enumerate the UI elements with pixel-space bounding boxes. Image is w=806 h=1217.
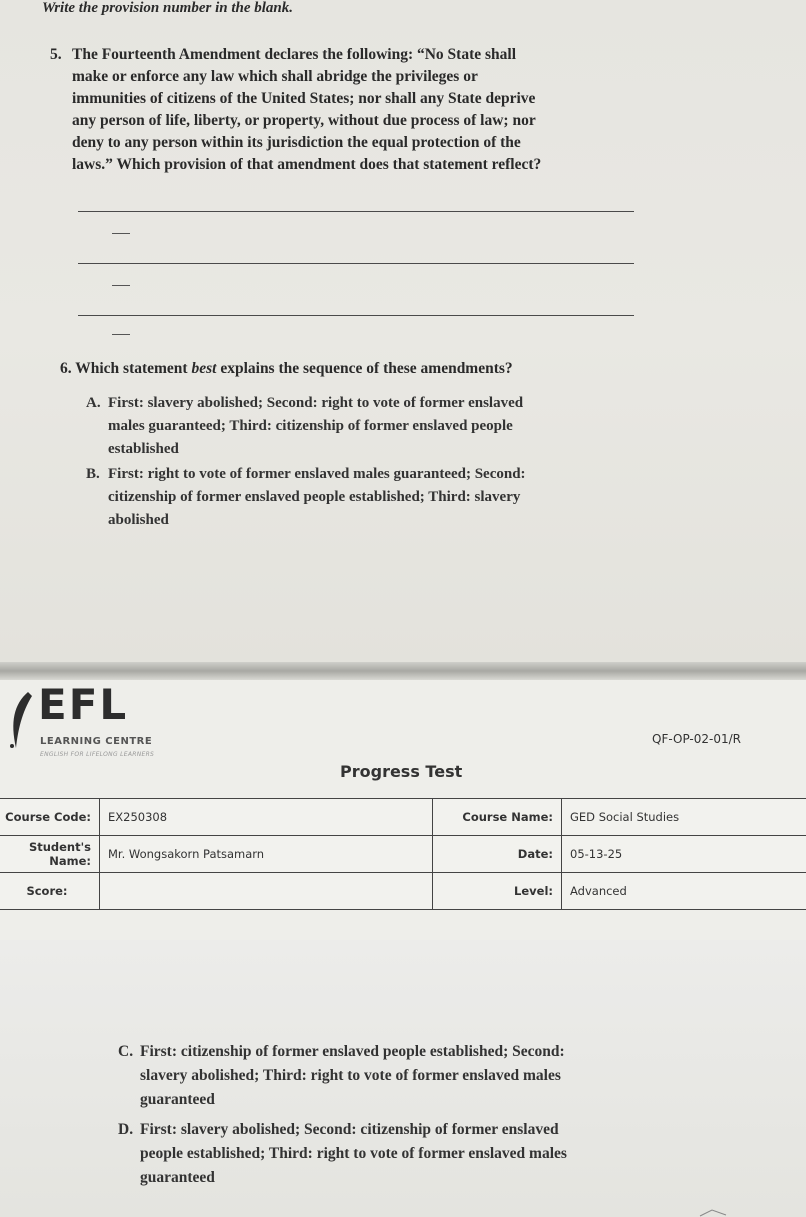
option-c-letter: C. bbox=[118, 1043, 134, 1060]
logo-tagline: ENGLISH FOR LIFELONG LEARNERS bbox=[40, 751, 155, 758]
date-value: 05-13-25 bbox=[562, 836, 806, 873]
question-5-line: any person of life, liberty, or property, without due process of law; nor bbox=[72, 112, 536, 129]
option-d[interactable] bbox=[118, 1118, 758, 1190]
score-value[interactable] bbox=[100, 873, 433, 910]
question-6-prompt-emphasis: best bbox=[191, 360, 217, 377]
option-b-line: First: right to vote of former enslaved males guaranteed; Second: bbox=[108, 466, 526, 482]
instruction-text: Write the provision number in the blank. bbox=[42, 0, 294, 16]
table-row bbox=[0, 799, 806, 836]
level-value: Advanced bbox=[562, 873, 806, 910]
question-6 bbox=[60, 358, 660, 380]
option-d-line: people established; Third: right to vote of former enslaved males bbox=[140, 1145, 567, 1162]
option-b[interactable] bbox=[86, 463, 706, 532]
logo-efl-text: EFL bbox=[38, 680, 129, 729]
option-a-letter: A. bbox=[86, 395, 101, 411]
question-6-number: 6. bbox=[60, 360, 72, 377]
option-a-line: First: slavery abolished; Second: right to vote of former enslaved bbox=[108, 395, 524, 411]
option-c-line: First: citizenship of former enslaved people established; Second: bbox=[140, 1043, 565, 1060]
option-a[interactable] bbox=[86, 392, 706, 461]
course-code-label: Course Code: bbox=[0, 799, 100, 836]
option-c-line: slavery abolished; Third: right to vote of former enslaved males bbox=[140, 1067, 561, 1084]
level-label: Level: bbox=[433, 873, 562, 910]
blank-mark-3 bbox=[112, 334, 130, 335]
option-a-line: males guaranteed; Third: citizenship of former enslaved people bbox=[108, 418, 513, 434]
option-d-line: First: slavery abolished; Second: citizenship of former enslaved bbox=[140, 1121, 559, 1138]
answer-blank-2[interactable] bbox=[78, 263, 634, 264]
student-name-label: Student's Name: bbox=[0, 836, 100, 873]
test-title: Progress Test bbox=[340, 762, 463, 781]
option-d-line: guaranteed bbox=[140, 1169, 215, 1186]
option-d-letter: D. bbox=[118, 1121, 134, 1138]
course-name-label: Course Name: bbox=[433, 799, 562, 836]
question-5-line: laws.” Which provision of that amendment does that statement reflect? bbox=[72, 156, 542, 173]
logo-swoosh-icon bbox=[6, 690, 34, 750]
question-5-line: immunities of citizens of the United States; nor shall any State deprive bbox=[72, 90, 536, 107]
student-name-value: Mr. Wongsakorn Patsamarn bbox=[100, 836, 433, 873]
question-5-line: deny to any person within its jurisdiction the equal protection of the bbox=[72, 134, 521, 151]
course-code-value: EX250308 bbox=[100, 799, 433, 836]
question-6-prompt-end: explains the sequence of these amendments? bbox=[216, 360, 513, 377]
document-code: QF-OP-02-01/R bbox=[652, 732, 742, 746]
logo-subtitle: LEARNING CENTRE bbox=[40, 736, 153, 747]
question-5-line: The Fourteenth Amendment declares the following: “No State shall bbox=[72, 46, 517, 63]
option-a-line: established bbox=[108, 441, 179, 457]
option-c-line: guaranteed bbox=[140, 1091, 215, 1108]
table-row bbox=[0, 836, 806, 873]
table-row bbox=[0, 873, 806, 910]
date-label: Date: bbox=[433, 836, 562, 873]
paper-fold-edge bbox=[0, 662, 806, 680]
question-6-prompt-start: Which statement bbox=[75, 360, 192, 377]
test-header-sheet bbox=[0, 680, 806, 940]
option-b-line: citizenship of former enslaved people established; Third: slavery bbox=[108, 489, 521, 505]
pencil-mark-icon bbox=[698, 1207, 728, 1217]
option-b-line: abolished bbox=[108, 512, 169, 528]
answer-blank-1[interactable] bbox=[78, 211, 634, 212]
question-5 bbox=[50, 44, 650, 176]
score-label: Score: bbox=[0, 873, 100, 910]
blank-mark-1 bbox=[112, 233, 130, 234]
option-c[interactable] bbox=[118, 1040, 758, 1112]
option-b-letter: B. bbox=[86, 466, 100, 482]
student-info-table bbox=[0, 798, 806, 910]
question-5-number: 5. bbox=[50, 46, 62, 63]
worksheet-lower-page bbox=[0, 940, 806, 1217]
course-name-value: GED Social Studies bbox=[562, 799, 806, 836]
answer-blank-3[interactable] bbox=[78, 315, 634, 316]
question-5-line: make or enforce any law which shall abridge the privileges or bbox=[72, 68, 478, 85]
blank-mark-2 bbox=[112, 285, 130, 286]
